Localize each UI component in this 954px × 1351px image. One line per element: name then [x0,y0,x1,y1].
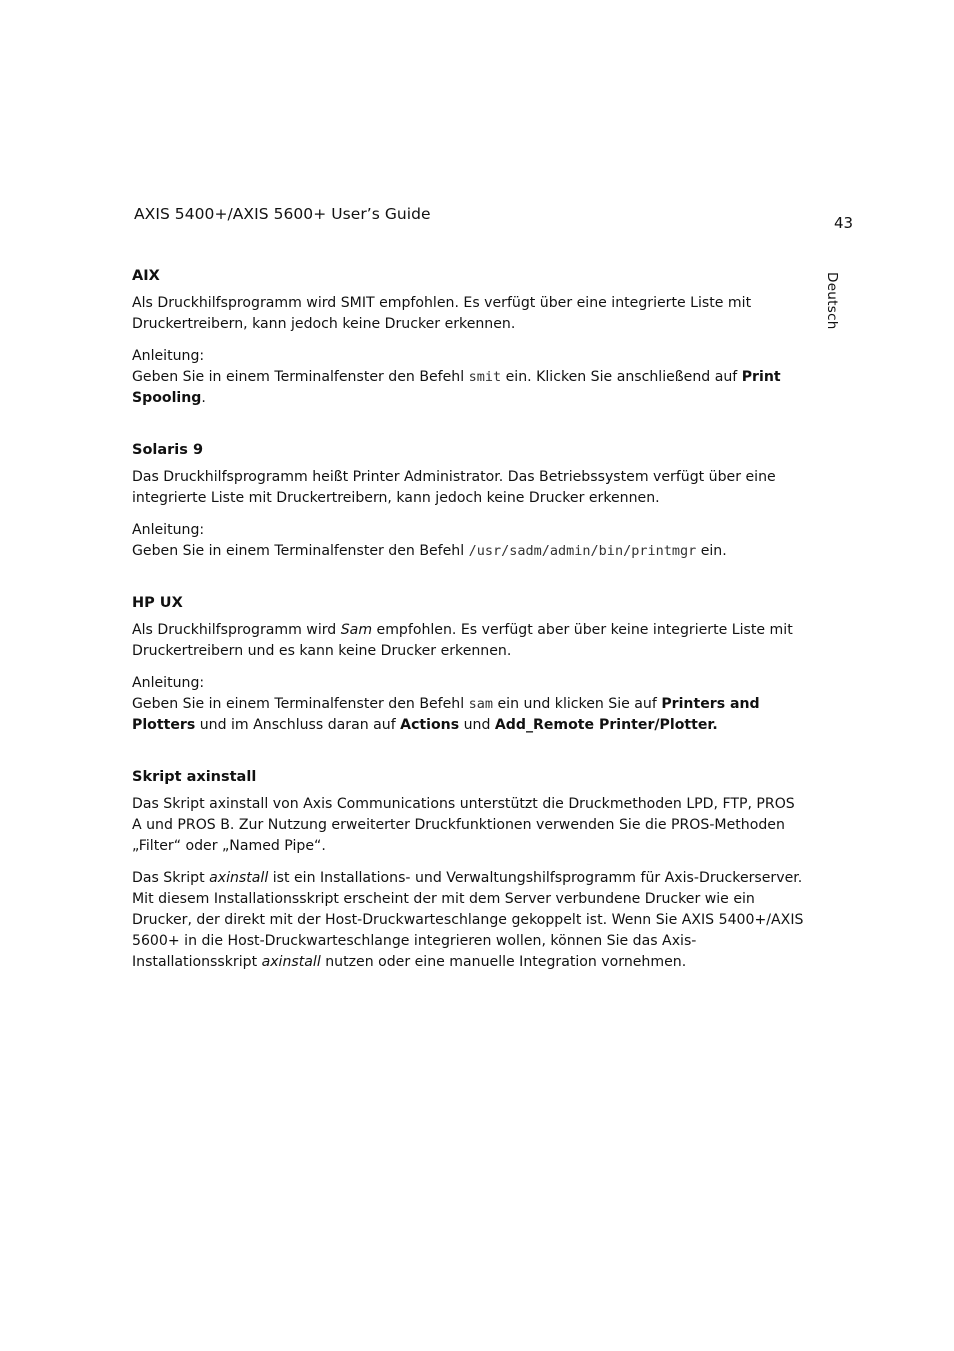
paragraph: Das Skript axinstall von Axis Communications unterstützt die Druckmethoden LPD, FTP, PROS A und PROS B. Zur Nutzung erweiterter Druckfunktionen verwenden Sie die PROS-Methoden „Filter“ oder „Named Pipe“. [132,796,795,854]
text-run: ein und klicken Sie auf [493,696,662,712]
text-run: ein. [696,543,727,559]
program-name: axinstall [209,870,269,886]
section-aix [132,266,804,409]
language-side-tab: Deutsch [824,272,840,330]
text-run: nutzen oder eine manuelle Integration vornehmen. [320,954,687,970]
section-heading: Skript axinstall [132,769,257,785]
program-name: axinstall [261,954,321,970]
instructions-label: Anleitung: [132,348,205,364]
menu-reference: Print Spooling [132,369,781,406]
text-run: und im Anschluss daran auf [195,717,401,733]
section-heading: Solaris 9 [132,442,204,458]
text-run: empfohlen. Es verfügt aber über keine integrierte Liste mit Druckertreibern und es kann keine Drucker erkennen. [132,622,793,659]
text-run: ein. Klicken Sie anschließend auf [501,369,742,385]
menu-reference: Actions [400,717,460,733]
section-axinstall [132,767,804,973]
section-heading: HP UX [132,595,183,611]
instructions-label: Anleitung: [132,522,205,538]
instructions [132,520,804,562]
text-run: Geben Sie in einem Terminalfenster den Befehl [132,369,469,385]
paragraph: Als Druckhilfsprogramm wird SMIT empfohlen. Es verfügt über eine integrierte Liste mit Druckertreibern, kann jedoch keine Drucker erkennen. [132,295,752,332]
text-run: Das Skript [132,870,210,886]
paragraph: Das Druckhilfsprogramm heißt Printer Administrator. Das Betriebssystem verfügt über eine integrierte Liste mit Druckertreibern, kann jedoch keine Drucker erkennen. [132,469,776,506]
page-number: 43 [834,214,854,232]
section-solaris [132,440,804,562]
command-code: /usr/sadm/admin/bin/printmgr [468,543,697,559]
menu-reference: Printers and Plotters [132,696,760,733]
command-code: smit [468,369,502,385]
main-content [132,266,804,1004]
program-name: Sam [340,622,373,638]
paragraph [132,868,804,973]
running-header-title: AXIS 5400+/AXIS 5600+ User’s Guide [134,205,431,223]
section-hpux [132,593,804,736]
section-heading: AIX [132,268,160,284]
text-run: Geben Sie in einem Terminalfenster den Befehl [132,543,469,559]
instructions-label: Anleitung: [132,675,205,691]
instructions [132,346,804,409]
paragraph [132,620,804,662]
instructions [132,673,804,736]
text-run: . [201,390,206,406]
menu-reference: Add_Remote Printer/Plotter. [494,717,718,733]
text-run: und [459,717,495,733]
text-run: Als Druckhilfsprogramm wird [132,622,341,638]
text-run: Geben Sie in einem Terminalfenster den Befehl [132,696,469,712]
command-code: sam [468,696,494,712]
text-run: ist ein Installations- und Verwaltungshilfsprogramm für Axis-Druckerserver. Mit diesem Installationsskript erscheint der mit dem Server verbundene Drucker wie ein Drucker, der direkt mit der Host-Druckwarteschlange gekoppelt ist. Wenn Sie AXIS 5400+/AXIS 5600+ in die Host-Druckwarteschlange integrieren wollen, können Sie das Axis-Installationsskript [132,870,804,970]
